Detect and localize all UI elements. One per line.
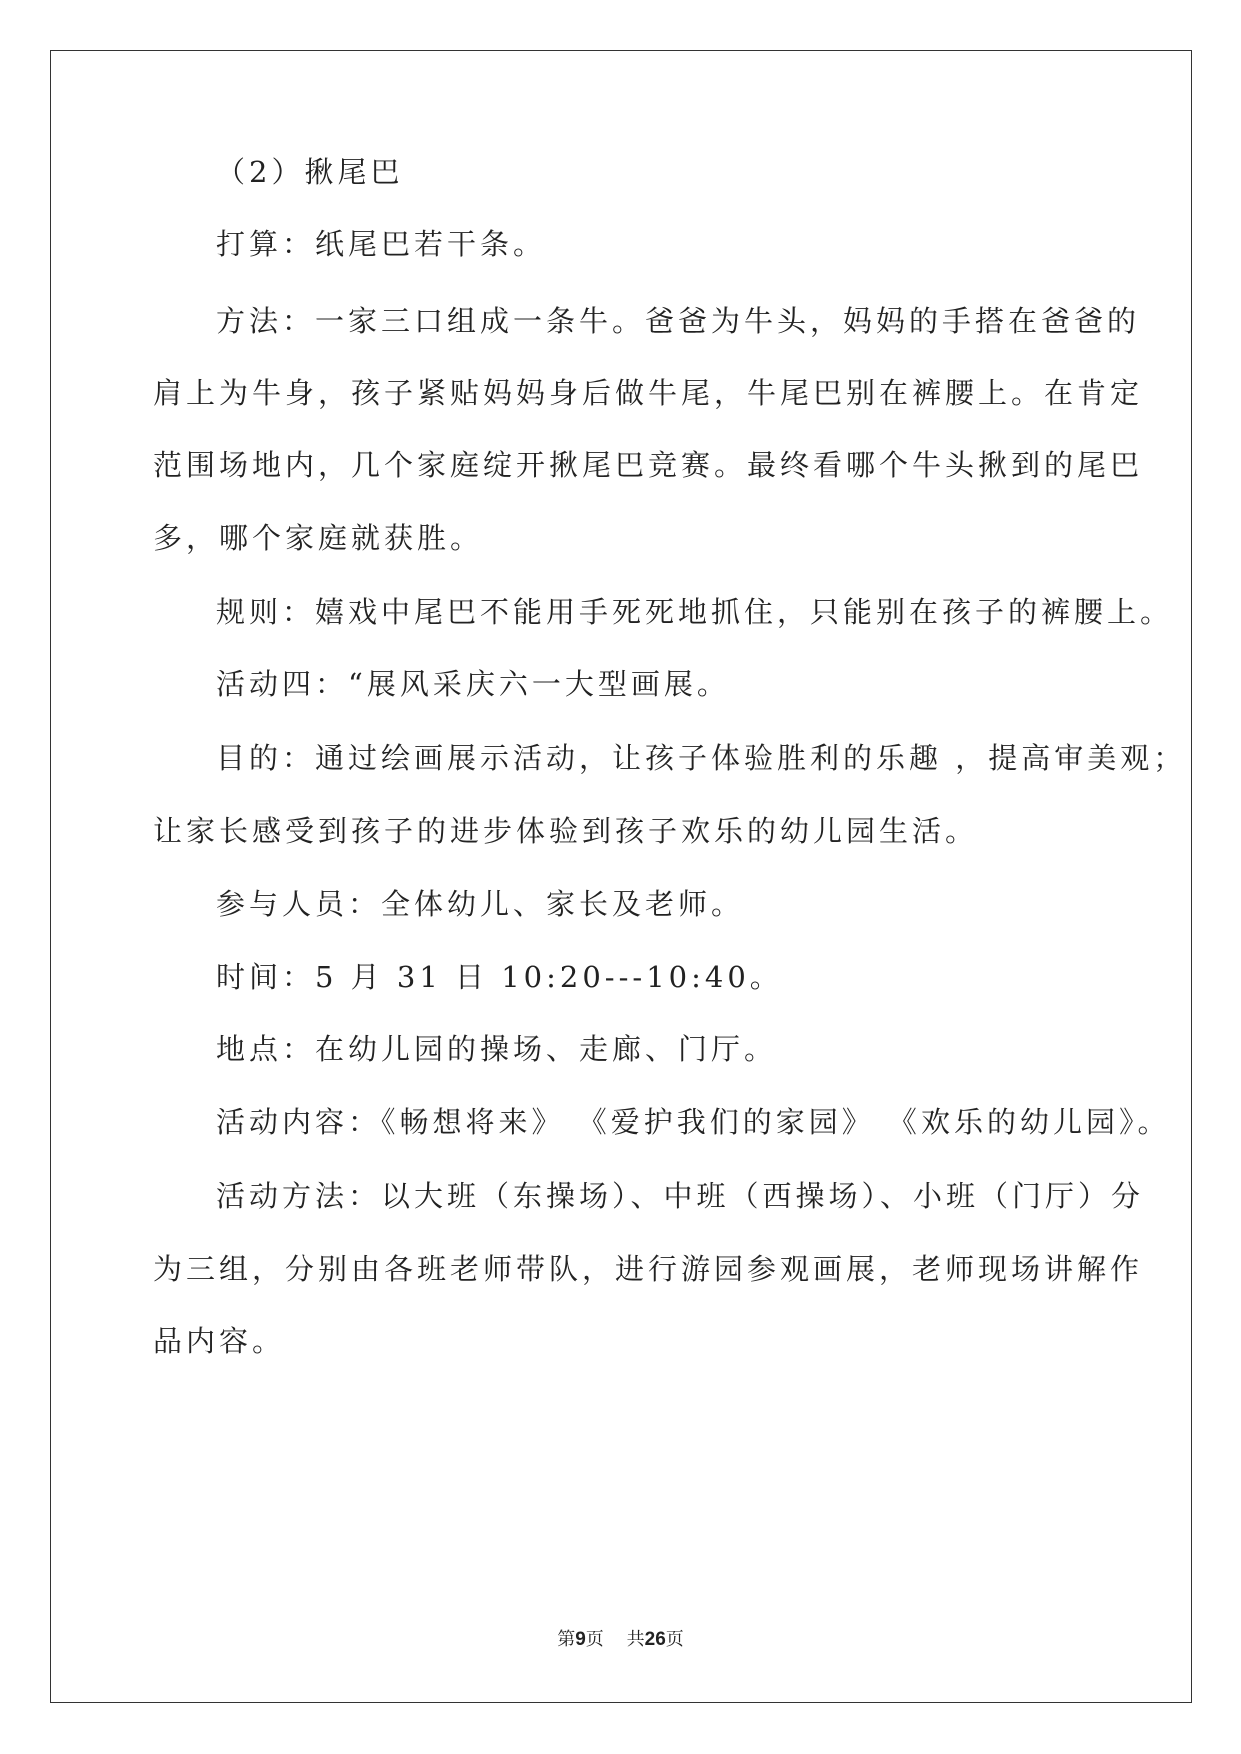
footer-total-pages: 26: [644, 1629, 666, 1650]
footer-page-prefix: 第: [557, 1629, 576, 1650]
paragraph-location: 地点：在幼儿园的操场、走廊、门厅。: [216, 1032, 778, 1066]
page-footer: [0, 1628, 1241, 1652]
paragraph-purpose-line-1: 目的：通过绘画展示活动，让孩子体验胜利的乐趣 ，提高审美观；: [216, 741, 1187, 775]
footer-page-suffix: 页: [585, 1629, 604, 1650]
paragraph-participants: 参与人员：全体幼儿、家长及老师。: [216, 887, 745, 921]
paragraph-content: 活动内容：《畅想将来》 《爱护我们的家园》 《欢乐的幼儿园》。: [216, 1105, 1171, 1139]
footer-page-number: 9: [575, 1629, 586, 1650]
paragraph-rules: 规则：嬉戏中尾巴不能用手死死地抓住，只能别在孩子的裤腰上。: [216, 595, 1174, 629]
paragraph-purpose-line-2: 让家长感受到孩子的进步体验到孩子欢乐的幼儿园生活。: [153, 814, 979, 848]
footer-total-prefix: 共: [626, 1629, 645, 1650]
paragraph-preparation: 打算：纸尾巴若干条。: [216, 227, 547, 261]
page-border: [50, 50, 1192, 1703]
heading-tail-grabbing: （2）揪尾巴: [216, 155, 404, 189]
paragraph-activity-method-line-1: 活动方法：以大班（东操场）、中班（西操场）、小班（门厅）分: [216, 1179, 1145, 1213]
paragraph-time: 时间：5 月 31 日 10:20---10:40。: [216, 960, 783, 994]
paragraph-method-line-1: 方法：一家三口组成一条牛。爸爸为牛头，妈妈的手搭在爸爸的: [216, 304, 1141, 338]
footer-total-suffix: 页: [665, 1629, 684, 1650]
paragraph-method-line-2: 肩上为牛身，孩子紧贴妈妈身后做牛尾，牛尾巴别在裤腰上。在肯定: [153, 376, 1144, 410]
paragraph-activity-method-line-3: 品内容。: [153, 1324, 286, 1358]
paragraph-activity-method-line-2: 为三组，分别由各班老师带队，进行游园参观画展，老师现场讲解作: [153, 1252, 1144, 1286]
heading-activity-four: 活动四：“展风采庆六一大型画展。: [216, 667, 730, 701]
paragraph-method-line-4: 多，哪个家庭就获胜。: [153, 521, 484, 555]
paragraph-method-line-3: 范围场地内，几个家庭绽开揪尾巴竞赛。最终看哪个牛头揪到的尾巴: [153, 448, 1144, 482]
